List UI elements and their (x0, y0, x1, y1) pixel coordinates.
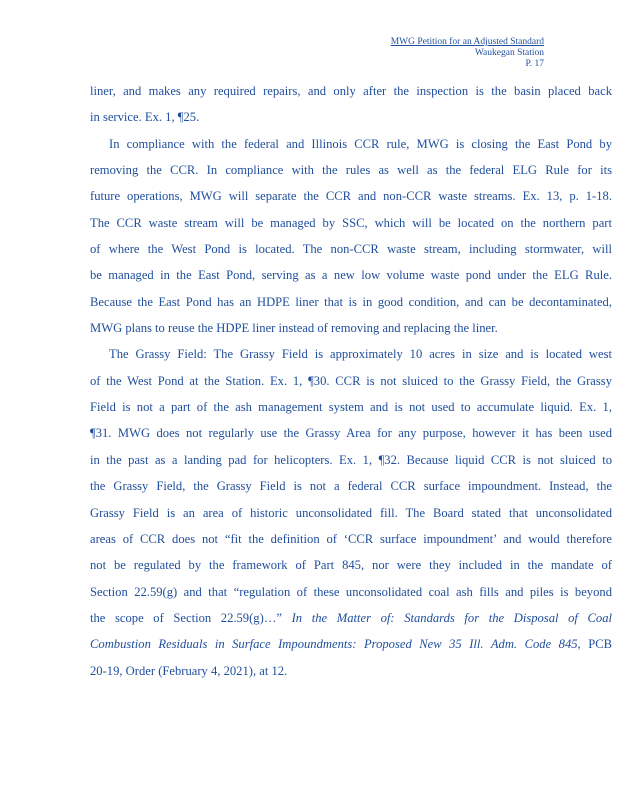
text-line: Grassy Field is an area of historic unconsolidated fill. The Board stated that unconsolidated (90, 505, 612, 520)
text-line: in service. Ex. 1, ¶25. (90, 110, 200, 125)
text-line: Field is not a part of the ash management system and is not used to accumulate liquid. Ex. 1, (90, 400, 612, 415)
text-line: Because the East Pond has an HDPE liner that is in good condition, and can be decontaminated, (90, 294, 612, 309)
citation-text: PCB (580, 637, 613, 652)
text-line: in the past as a landing pad for helicopters. Ex. 1, ¶32. Because liquid CCR is not sluiced to (90, 452, 612, 467)
citation-text: the scope of Section 22.59(g)…” (90, 610, 282, 625)
text-line (90, 605, 612, 631)
text-line: 20-19, Order (February 4, 2021), at 12. (90, 663, 288, 678)
text-line: future operations, MWG will separate the CCR and non-CCR waste streams. Ex. 13, p. 1-18. (90, 189, 612, 204)
header-station: Waukegan Station (474, 48, 544, 58)
text-line: of the West Pond at the Station. Ex. 1, ¶30. CCR is not sluiced to the Grassy Field, the Grassy (90, 373, 612, 388)
text-line: Section 22.59(g) and that “regulation of these unconsolidated coal ash fills and piles is beyond (90, 584, 612, 599)
document-body (90, 78, 612, 684)
text-line: the Grassy Field, the Grassy Field is not a federal CCR surface impoundment. Instead, the (90, 479, 612, 494)
text-line: of where the West Pond is located. The non-CCR waste stream, including stormwater, will (90, 242, 612, 257)
text-line: The CCR waste stream will be managed by SSC, which will be located on the northern part (90, 215, 612, 230)
text-line: areas of CCR does not “fit the definition of ‘CCR surface impoundment’ and would therefore (90, 531, 612, 546)
case-citation-italic: In the Matter of: Standards for the Disposal of Coal (291, 610, 613, 625)
page-header (391, 37, 544, 70)
text-line: removing the CCR. In compliance with the rules as well as the federal ELG Rule for its (90, 163, 612, 178)
text-line: ¶31. MWG does not regularly use the Grassy Area for any purpose, however it has been used (90, 426, 612, 441)
text-line (90, 631, 612, 657)
text-line: be managed in the East Pond, serving as a new low volume waste pond under the ELG Rule. (90, 268, 612, 283)
header-title: MWG Petition for an Adjusted Standard (390, 37, 544, 47)
header-page-number: P. 17 (525, 59, 544, 69)
text-line: liner, and makes any required repairs, and only after the inspection is the basin placed back (90, 84, 612, 98)
case-citation-italic: Combustion Residuals in Surface Impoundments: Proposed New 35 Ill. Adm. Code 845, (90, 637, 581, 652)
text-line: In compliance with the federal and Illinois CCR rule, MWG is closing the East Pond by (109, 136, 612, 151)
text-line: The Grassy Field: The Grassy Field is approximately 10 acres in size and is located west (109, 347, 612, 362)
text-line: MWG plans to reuse the HDPE liner instead of removing and replacing the liner. (90, 321, 498, 336)
text-line: not be regulated by the framework of Part 845, nor were they included in the mandate of (90, 558, 612, 573)
